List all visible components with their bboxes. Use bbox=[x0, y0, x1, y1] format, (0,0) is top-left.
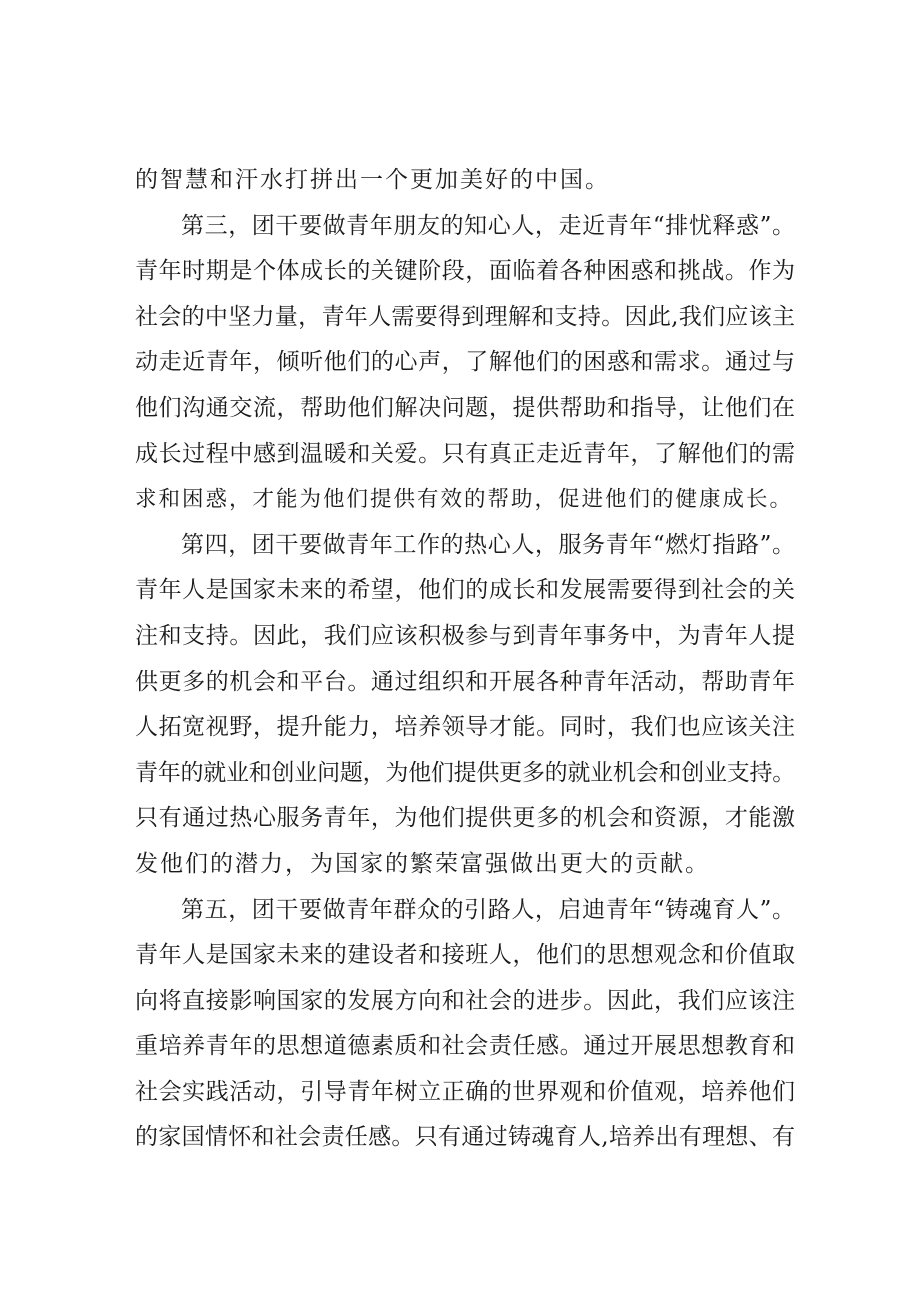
text-line: 成长过程中感到温暖和关爱。只有真正走近青年，了解他们的需 bbox=[135, 440, 795, 467]
text-line: 动走近青年，倾听他们的心声，了解他们的困惑和需求。通过与 bbox=[135, 349, 795, 376]
document-body bbox=[135, 158, 795, 1161]
text-line: 人拓宽视野，提升能力，培养领导才能。同时，我们也应该关注 bbox=[135, 714, 795, 741]
paragraph-heading-fifth: 第五，团干要做青年群众的引路人，启迪青年“铸魂育人”。 bbox=[181, 896, 795, 923]
text-line: 求和困惑，才能为他们提供有效的帮助，促进他们的健康成长。 bbox=[135, 487, 794, 513]
paragraph-heading-third: 第三，团干要做青年朋友的知心人，走近青年“排忧释惑”。 bbox=[181, 212, 795, 239]
text-line: 青年时期是个体成长的关键阶段，面临着各种困惑和挑战。作为 bbox=[135, 258, 795, 285]
paragraph-heading-fourth: 第四，团干要做青年工作的热心人，服务青年“燃灯指路”。 bbox=[181, 531, 795, 558]
text-line: 只有通过热心服务青年，为他们提供更多的机会和资源，才能激 bbox=[135, 805, 795, 832]
text-line: 注和支持。因此，我们应该积极参与到青年事务中，为青年人提 bbox=[135, 622, 795, 649]
text-line: 青年人是国家未来的建设者和接班人，他们的思想观念和价值取 bbox=[135, 942, 795, 969]
text-line: 重培养青年的思想道德素质和社会责任感。通过开展思想教育和 bbox=[135, 1033, 795, 1060]
text-line: 社会的中坚力量，青年人需要得到理解和支持。因此,我们应该主 bbox=[135, 303, 795, 330]
text-line: 发他们的潜力，为国家的繁荣富强做出更大的贡献。 bbox=[135, 850, 710, 877]
text-line: 社会实践活动，引导青年树立正确的世界观和价值观，培养他们 bbox=[135, 1078, 795, 1105]
text-line: 供更多的机会和平台。通过组织和开展各种青年活动，帮助青年 bbox=[135, 668, 795, 695]
text-line: 青年人是国家未来的希望，他们的成长和发展需要得到社会的关 bbox=[135, 577, 795, 604]
text-line: 的家国情怀和社会责任感。只有通过铸魂育人,培养出有理想、有 bbox=[135, 1124, 795, 1151]
text-line: 向将直接影响国家的发展方向和社会的进步。因此，我们应该注 bbox=[135, 987, 795, 1014]
text-line: 青年的就业和创业问题，为他们提供更多的就业机会和创业支持。 bbox=[135, 759, 795, 786]
text-line: 的智慧和汗水打拼出一个更加美好的中国。 bbox=[135, 167, 610, 193]
text-line: 他们沟通交流，帮助他们解决问题，提供帮助和指导，让他们在 bbox=[135, 394, 795, 421]
